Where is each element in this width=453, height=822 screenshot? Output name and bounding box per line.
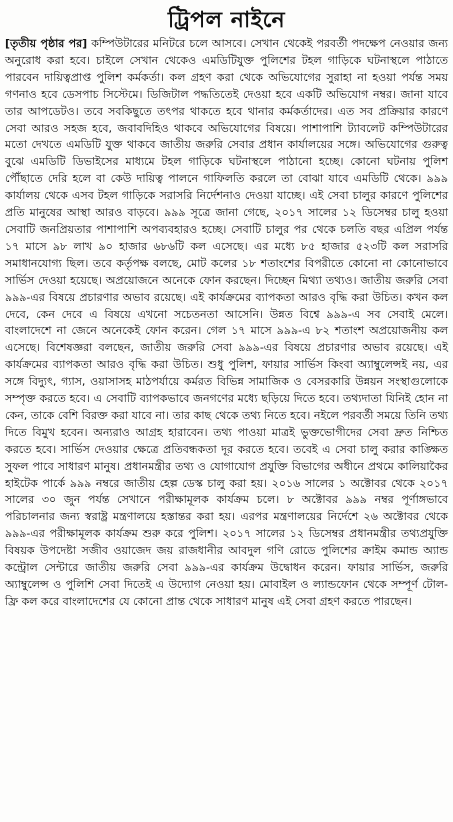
article-text: কম্পিউটারের মনিটরে চলে আসবে। সেখান থেকেই পরবর্তী পদক্ষেপ নেওয়ার জন্য অনুরোধ করা হবে। চাইলে সেখান থেকেও এমডিটিযুক্ত পুলিশের টহল গাড়িকে ঘটনাস্থলে পাঠাতে পারবেন দায়িত্বপ্রাপ্ত পুলিশ কর্মকর্তা। কল গ্রহণ করা থেকে অভিযোগের সুরাহা না হওয়া পর্যন্ত সময় গণনাও হবে ডেসপাচ সিস্টেমে। ডিজিটাল পদ্ধতিতেই দেওয়া হবে একটি অভিযোগ নম্বর। জানা যাবে তার আপডেটও। তবে সবকিছুতে তৎপর থাকতে হবে থানার কর্মকর্তাদের। এত সব প্রক্রিয়ার কারণে সেবা আরও সহজ হবে, জবাবদিহিও থাকবে অভিযোগের বিষয়ে। পাশাপাশি ট্যাবলেট কম্পিউটারের মতো দেখতে এমডিটি যুক্ত থাকবে জাতীয় জরুরি সেবার প্রধান কার্যালয়ের সঙ্গে। অভিযোগের গুরুত্ব বুঝে এমডিটি ডিভাইসের মাধ্যমে টহল গাড়িকে ঘটনাস্থলে পাঠানো হচ্ছে। কোনো ঘটনায় পুলিশ পৌঁছাতে দেরি হলে বা কেউ দায়িত্ব পালনে গাফিলতি করলে তা বোঝা যাবে এমডিটি থেকে। ৯৯৯ কার্যালয় থেকে এসব টহল গাড়িকে সরাসরি নির্দেশনাও দেওয়া যাচ্ছে। এই সেবা চালুর কারণে পুলিশের প্রতি মানুষের আস্থা আরও বাড়বে। ৯৯৯ সূত্রে জানা গেছে, ২০১৭ সালের ১২ ডিসেম্বর চালু হওয়া সেবাটি জনপ্রিয়তার পাশাপাশি অপব্যবহারও হচ্ছে। সেবাটি চালুর পর থেকে চলতি বছর এপ্রিল পর্যন্ত ১৭ মাসে ৯৮ লাখ ৯০ হাজার ৬৮৬টি কল এসেছে। এর মধ্যে ৮৫ হাজার ৫২৩টি কল সরাসরি সমাধানযোগ্য ছিল। তবে কর্তৃপক্ষ বলছে, মোট কলের ১৮ শতাংশের বিপরীতে কোনো না কোনোভাবে সার্ভিস দেওয়া হয়েছে। অপ্রয়োজনে অনেকে ফোন করছেন। দিচ্ছেন মিথ্যা তথ্যও। জাতীয় জরুরি সেবা ৯৯৯-এর বিষয়ে প্রচারণার অভাব রয়েছে। এই কার্যক্রমের ব্যাপকতা আরও বৃদ্ধি করা উচিত। কখন কল দেবে, কেন দেবে এ বিষয়ে এখনো সচেতনতা আসেনি। উন্নত বিশ্বে ৯৯৯-এ সব সেবাই মেলে। বাংলাদেশে না জেনে অনেকেই ফোন করেন। গেল ১৭ মাসে ৯৯৯-এ ৮২ শতাংশ অপ্রয়োজনীয় কল এসেছে। বিশেষজ্ঞরা বলছেন, জাতীয় জরুরি সেবা ৯৯৯-এর বিষয়ে প্রচারণার অভাব রয়েছে। এই কার্যক্রমের ব্যাপকতা আরও বৃদ্ধি করা উচিত। শুধু পুলিশ, ফায়ার সার্ভিস কিংবা অ্যাম্বুলেন্সই নয়, এর সঙ্গে বিদ্যুৎ, গ্যাস, ওয়াসাসহ মাঠপর্যায়ে কর্মরত বিভিন্ন সামাজিক ও বেসরকারি উন্নয়ন সংস্থাগুলোকে সম্পৃক্ত করতে হবে। এ সেবাটি ব্যাপকভাবে জনগণের মধ্যে ছড়িয়ে দিতে হবে। তথ্যদাতা যিনিই হোন না কেন, তাকে বেশি বিরক্ত করা যাবে না। তার কাছ থেকে তথ্য নিতে হবে। নইলে পরবর্তী সময়ে তিনি তথ্য দিতে বিমুখ হবেন। অন্যরাও আগ্রহ হারাবেন। তথ্য পাওয়া মাত্রই ভুক্তভোগীদের সেবা দ্রুত নিশ্চিত করতে হবে। সার্ভিস দেওয়ার ক্ষেত্রে প্রতিবন্ধকতা দূর করতে হবে। তবেই এ সেবা চালু করার কাঙ্ক্ষিত সুফল পাবে সাধারণ মানুষ। প্রধানমন্ত্রীর তথ্য ও যোগাযোগ প্রযুক্তি বিভাগের অধীনে প্রথমে কালিয়াকৈর হাইটেক পার্কে ৯৯৯ নম্বরে জাতীয় হেল্প ডেস্ক চালু করা হয়। ২০১৬ সালের ১ অক্টোবর থেকে ২০১৭ সালের ৩০ জুন পর্যন্ত সেখানে পরীক্ষামূলক কার্যক্রম চলে। ৮ অক্টোবর ৯৯৯ নম্বর পূর্ণাঙ্গভাবে পরিচালনার জন্য স্বরাষ্ট্র মন্ত্রণালয়ে হস্তান্তর করা হয়। এরপর মন্ত্রণালয়ের নির্দেশে ২৬ অক্টোবর থেকে ৯৯৯-এর পরীক্ষামূলক কার্যক্রম শুরু করে পুলিশ। ২০১৭ সালের ১২ ডিসেম্বর প্রধানমন্ত্রীর তথ্যপ্রযুক্তি বিষয়ক উপদেষ্টা সজীব ওয়াজেদ জয় রাজধানীর আবদুল গণি রোডে পুলিশের ক্রাইম কমান্ড অ্যান্ড কন্ট্রোল সেন্টারে জাতীয় জরুরি সেবা ৯৯৯-এর কার্যক্রম উদ্বোধন করেন। ফায়ার সার্ভিস, জরুরি অ্যাম্বুলেন্স ও পুলিশি সেবা দিতেই এ উদ্যোগ নেওয়া হয়। মোবাইল ও ল্যান্ডফোন থেকে সম্পূর্ণ টোল-ফ্রি কল করে বাংলাদেশের যে কোনো প্রান্ত থেকে সাধারণ মানুষ এই সেবা গ্রহণ করতে পারছেন।	[5, 37, 448, 608]
article-body	[5, 36, 448, 611]
headline: ট্রিপল নাইনে	[167, 7, 286, 33]
continuation-reference: [তৃতীয় পৃষ্ঠার পর]	[5, 37, 88, 50]
